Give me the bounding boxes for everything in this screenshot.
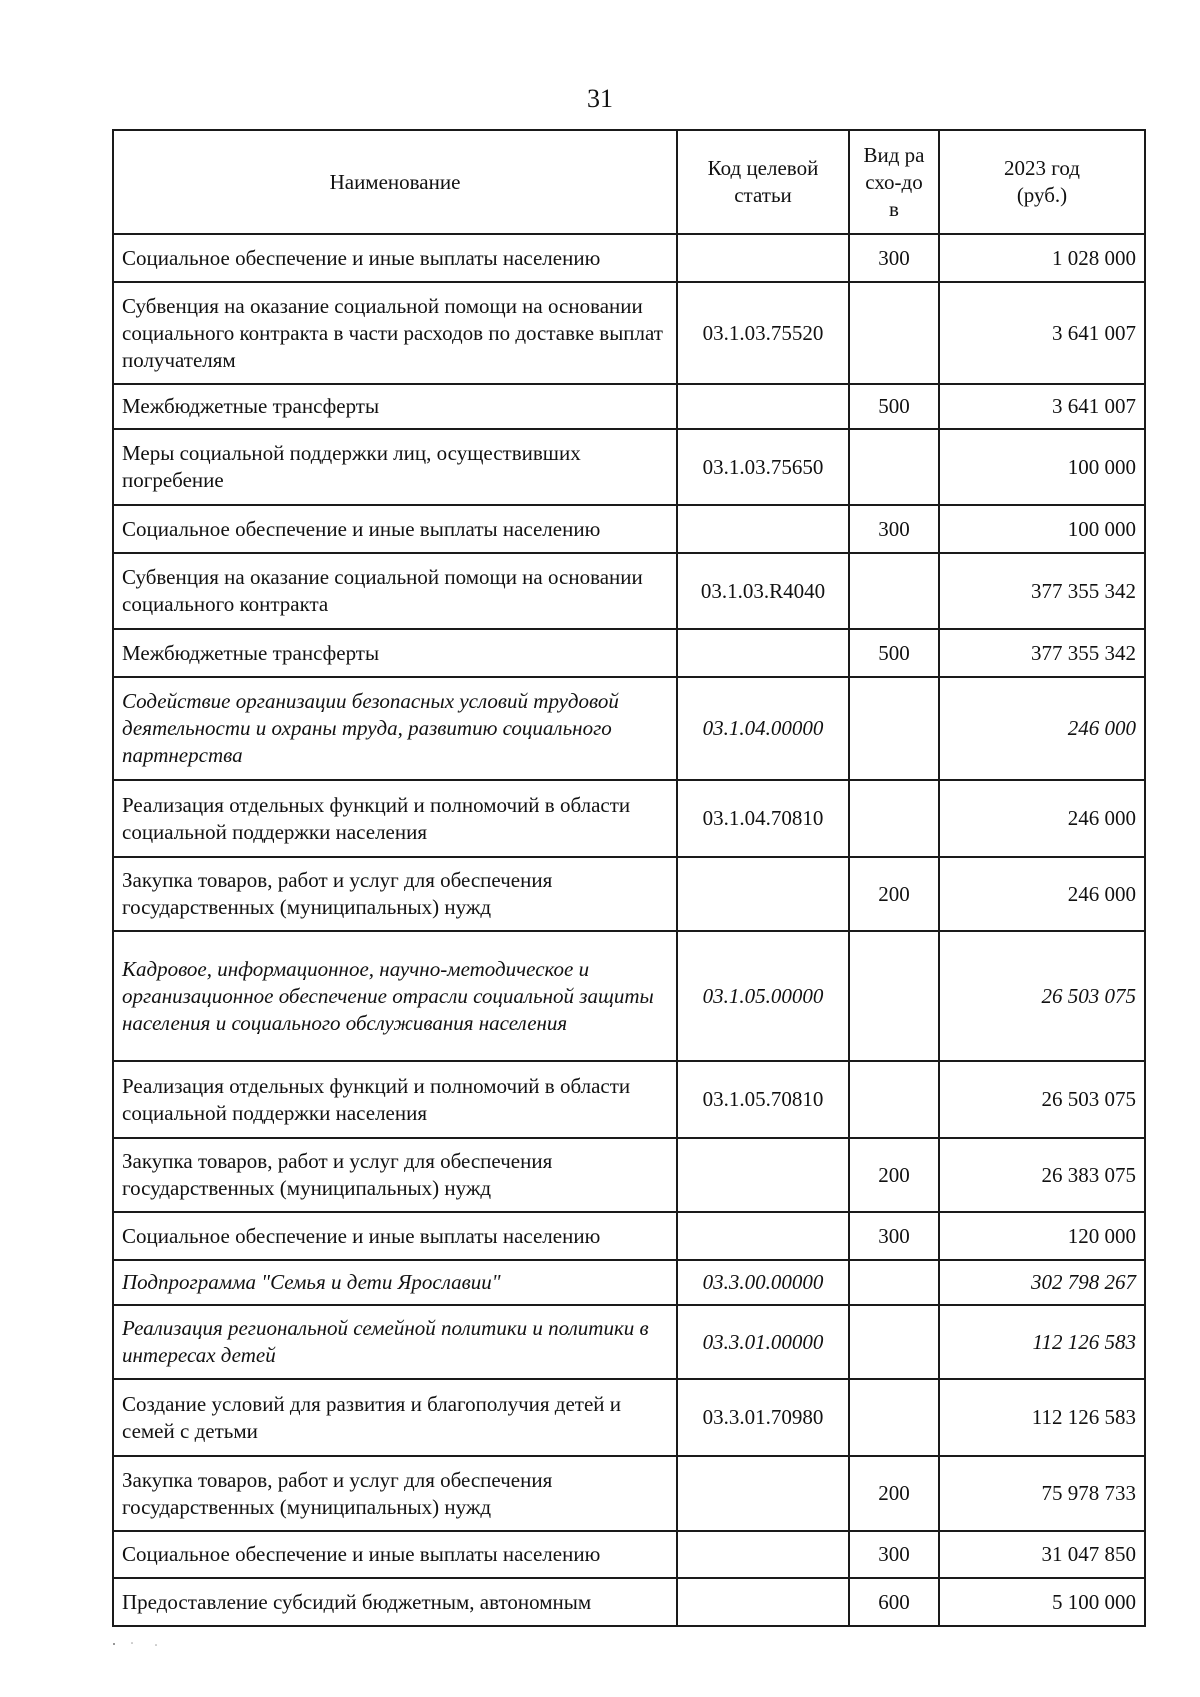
row-name-cell: Социальное обеспечение и иные выплаты населению — [113, 505, 677, 553]
row-code-cell — [677, 1212, 849, 1260]
row-name-cell: Кадровое, информационное, научно-методическое и организационное обеспечение отрасли социальной защиты населения и социального обслуживания населения — [113, 931, 677, 1061]
row-amount-cell: 246 000 — [939, 677, 1145, 780]
row-name-cell: Закупка товаров, работ и услуг для обеспечения государственных (муниципальных) нужд — [113, 1456, 677, 1531]
row-amount-cell: 100 000 — [939, 505, 1145, 553]
column-header-type — [849, 130, 939, 234]
row-amount-cell: 100 000 — [939, 429, 1145, 505]
table-row — [113, 931, 1145, 1061]
row-amount-cell: 5 100 000 — [939, 1578, 1145, 1626]
table-row — [113, 282, 1145, 384]
row-code-cell — [677, 234, 849, 282]
table-row — [113, 553, 1145, 629]
row-code-cell — [677, 505, 849, 553]
row-code-cell — [677, 384, 849, 429]
table-row — [113, 1260, 1145, 1305]
budget-table — [112, 129, 1146, 1627]
row-amount-cell: 75 978 733 — [939, 1456, 1145, 1531]
table-row — [113, 1456, 1145, 1531]
row-name-cell: Закупка товаров, работ и услуг для обеспечения государственных (муниципальных) нужд — [113, 1138, 677, 1212]
row-code-cell — [677, 1531, 849, 1578]
row-name-cell: Закупка товаров, работ и услуг для обеспечения государственных (муниципальных) нужд — [113, 857, 677, 931]
row-amount-cell: 377 355 342 — [939, 629, 1145, 677]
row-type-cell: 300 — [849, 1531, 939, 1578]
row-amount-cell: 302 798 267 — [939, 1260, 1145, 1305]
row-amount-cell: 112 126 583 — [939, 1379, 1145, 1456]
row-amount-cell: 26 503 075 — [939, 931, 1145, 1061]
row-code-cell — [677, 857, 849, 931]
row-amount-cell: 120 000 — [939, 1212, 1145, 1260]
row-code-cell: 03.3.01.70980 — [677, 1379, 849, 1456]
table-row — [113, 780, 1145, 857]
row-type-cell: 200 — [849, 1138, 939, 1212]
row-name-cell: Реализация отдельных функций и полномочий в области социальной поддержки населения — [113, 1061, 677, 1138]
row-amount-cell: 31 047 850 — [939, 1531, 1145, 1578]
row-amount-cell: 26 503 075 — [939, 1061, 1145, 1138]
row-code-cell: 03.1.03.R4040 — [677, 553, 849, 629]
row-type-cell: 300 — [849, 505, 939, 553]
table-row — [113, 857, 1145, 931]
table-row — [113, 1531, 1145, 1578]
row-type-cell: 600 — [849, 1578, 939, 1626]
table-row — [113, 1578, 1145, 1626]
row-amount-cell: 246 000 — [939, 780, 1145, 857]
column-header-amount — [939, 130, 1145, 234]
row-code-cell: 03.3.00.00000 — [677, 1260, 849, 1305]
row-type-cell — [849, 553, 939, 629]
row-type-cell — [849, 1061, 939, 1138]
row-type-cell: 500 — [849, 629, 939, 677]
row-name-cell: Предоставление субсидий бюджетным, автономным — [113, 1578, 677, 1626]
page-number: 31 — [587, 84, 613, 113]
row-name-cell: Подпрограмма "Семья и дети Ярославии" — [113, 1260, 677, 1305]
table-row — [113, 505, 1145, 553]
table-header — [113, 130, 1145, 234]
table-row — [113, 234, 1145, 282]
table-row — [113, 1305, 1145, 1379]
row-code-cell — [677, 1578, 849, 1626]
row-type-cell — [849, 429, 939, 505]
row-name-cell: Реализация региональной семейной политики и политики в интересах детей — [113, 1305, 677, 1379]
row-code-cell — [677, 1456, 849, 1531]
row-type-cell — [849, 282, 939, 384]
row-name-cell: Реализация отдельных функций и полномочий в области социальной поддержки населения — [113, 780, 677, 857]
row-type-cell — [849, 780, 939, 857]
row-type-cell: 500 — [849, 384, 939, 429]
table-row — [113, 384, 1145, 429]
row-code-cell: 03.1.03.75650 — [677, 429, 849, 505]
table-row — [113, 1138, 1145, 1212]
column-header-code — [677, 130, 849, 234]
table-row — [113, 677, 1145, 780]
row-name-cell: Социальное обеспечение и иные выплаты населению — [113, 1531, 677, 1578]
row-name-cell: Субвенция на оказание социальной помощи на основании социального контракта — [113, 553, 677, 629]
row-name-cell: Социальное обеспечение и иные выплаты населению — [113, 1212, 677, 1260]
row-name-cell: Социальное обеспечение и иные выплаты населению — [113, 234, 677, 282]
row-type-cell — [849, 931, 939, 1061]
header-row — [113, 130, 1145, 234]
row-type-cell — [849, 1260, 939, 1305]
table-row — [113, 1212, 1145, 1260]
table-row — [113, 429, 1145, 505]
table-body — [113, 234, 1145, 1626]
scan-speck-marks — [110, 1640, 170, 1648]
table-row — [113, 629, 1145, 677]
row-code-cell: 03.1.03.75520 — [677, 282, 849, 384]
table-row — [113, 1379, 1145, 1456]
row-code-cell: 03.1.05.70810 — [677, 1061, 849, 1138]
row-code-cell — [677, 1138, 849, 1212]
table-row — [113, 1061, 1145, 1138]
row-code-cell: 03.1.04.00000 — [677, 677, 849, 780]
row-type-cell: 300 — [849, 234, 939, 282]
row-amount-cell: 377 355 342 — [939, 553, 1145, 629]
row-amount-cell: 112 126 583 — [939, 1305, 1145, 1379]
row-name-cell: Содействие организации безопасных условий трудовой деятельности и охраны труда, развитию социального партнерства — [113, 677, 677, 780]
row-type-cell — [849, 677, 939, 780]
row-type-cell — [849, 1379, 939, 1456]
row-name-cell: Создание условий для развития и благополучия детей и семей с детьми — [113, 1379, 677, 1456]
row-name-cell: Межбюджетные трансферты — [113, 384, 677, 429]
row-code-cell — [677, 629, 849, 677]
row-type-cell: 300 — [849, 1212, 939, 1260]
row-amount-cell: 26 383 075 — [939, 1138, 1145, 1212]
row-type-cell — [849, 1305, 939, 1379]
row-code-cell: 03.3.01.00000 — [677, 1305, 849, 1379]
row-name-cell: Меры социальной поддержки лиц, осуществивших погребение — [113, 429, 677, 505]
row-code-cell: 03.1.05.00000 — [677, 931, 849, 1061]
row-type-cell: 200 — [849, 857, 939, 931]
row-name-cell: Межбюджетные трансферты — [113, 629, 677, 677]
row-type-cell: 200 — [849, 1456, 939, 1531]
column-header-type-label: Вид расхо-дов — [863, 142, 925, 221]
row-code-cell: 03.1.04.70810 — [677, 780, 849, 857]
column-header-code-label: Код целевой статьи — [707, 156, 819, 207]
column-header-name: Наименование — [113, 130, 677, 234]
row-amount-cell: 3 641 007 — [939, 282, 1145, 384]
row-amount-cell: 3 641 007 — [939, 384, 1145, 429]
column-header-amount-label: 2023 год (руб.) — [1004, 156, 1080, 207]
row-amount-cell: 246 000 — [939, 857, 1145, 931]
row-name-cell: Субвенция на оказание социальной помощи на основании социального контракта в части расходов по доставке выплат получателям — [113, 282, 677, 384]
row-amount-cell: 1 028 000 — [939, 234, 1145, 282]
